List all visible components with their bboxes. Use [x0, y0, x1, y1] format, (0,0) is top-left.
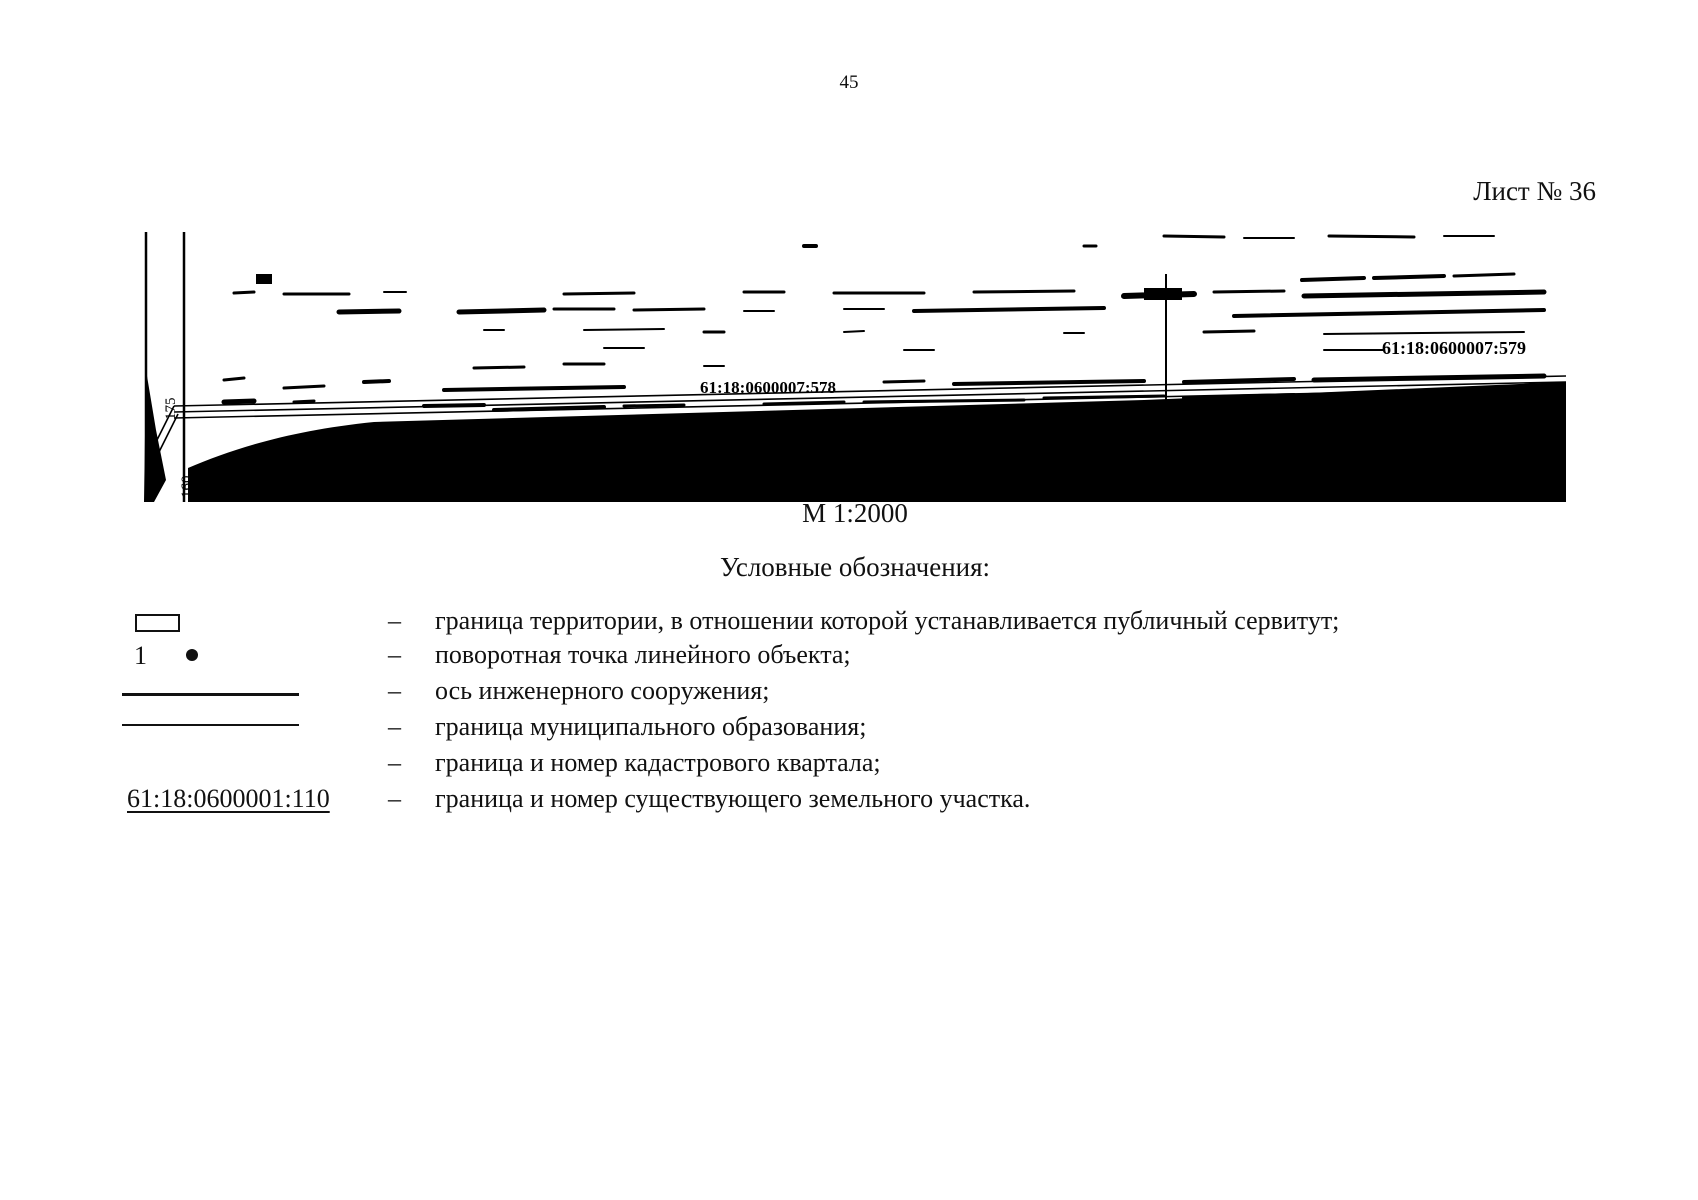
legend-item-land-parcel [0, 784, 1698, 820]
legend-description: поворотная точка линейного объекта; [435, 640, 851, 669]
engineering-axis-symbol [122, 693, 299, 696]
map-dark-area [188, 382, 1566, 502]
turning-point-dot-icon [186, 649, 198, 661]
map-drawing [144, 230, 1566, 502]
legend-item-engineering-axis [0, 676, 1698, 712]
parcel-label-578: 61:18:0600007:578 [700, 378, 836, 397]
edge-label-160: 160 [179, 475, 195, 498]
legend-title: Условные обозначения: [719, 552, 991, 582]
map-scale: М 1:2000 [802, 498, 908, 528]
legend-dash: – [388, 748, 401, 777]
parcel-label-579: 61:18:0600007:579 [1382, 338, 1526, 358]
sheet-label: Лист № 36 [1473, 176, 1596, 206]
legend-description: граница и номер существующего земельного участка. [435, 784, 1031, 813]
legend-dash: – [388, 640, 401, 669]
turning-point-number: 1 [134, 641, 147, 670]
servitude-boundary-symbol [135, 614, 180, 632]
legend-item-servitude-boundary [0, 606, 1698, 642]
legend-dash: – [388, 676, 401, 705]
edge-label-175: 175 [163, 397, 179, 420]
legend-item-cadastral-quarter [0, 748, 1698, 784]
municipal-boundary-symbol [122, 724, 299, 726]
parcel-number-example: 61:18:0600001:110 [127, 784, 330, 813]
map-left-dark-patch [144, 370, 166, 502]
legend-dash: – [388, 784, 401, 813]
legend-description: граница территории, в отношении которой устанавливается публичный сервитут; [435, 606, 1340, 635]
map-object-mark [256, 274, 272, 284]
legend-dash: – [388, 606, 401, 635]
legend-description: граница муниципального образования; [435, 712, 867, 741]
legend-description: граница и номер кадастрового квартала; [435, 748, 881, 777]
map-fragment [144, 230, 1566, 502]
legend-item-turning-point [0, 640, 1698, 676]
map-scan-marks [224, 236, 1544, 410]
legend-item-municipal-boundary [0, 712, 1698, 748]
legend-dash: – [388, 712, 401, 741]
map-object-mark [1144, 288, 1182, 300]
legend-description: ось инженерного сооружения; [435, 676, 770, 705]
page-number: 45 [839, 72, 859, 93]
